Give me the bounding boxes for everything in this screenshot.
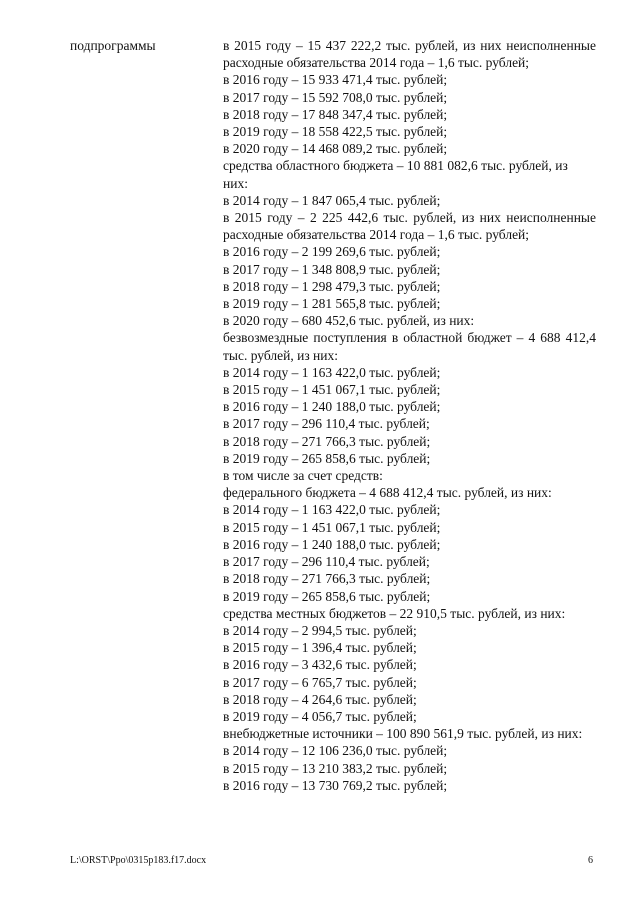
funding-line: в 2018 году – 271 766,3 тыс. рублей; <box>223 433 431 449</box>
funding-line: в 2015 году – 1 451 067,1 тыс. рублей; <box>223 519 441 535</box>
funding-line: в 2019 году – 265 858,6 тыс. рублей; <box>223 588 431 604</box>
funding-line: в 2015 году – 2 225 442,6 тыс. рублей, из них неисполненные расходные обязательства 2014 года – 1,6 тыс. рублей; <box>223 210 596 243</box>
funding-line: в 2017 году – 296 110,4 тыс. рублей; <box>223 554 430 570</box>
funding-line: в 2014 году – 1 163 422,0 тыс. рублей; <box>223 502 441 518</box>
funding-line: в 2016 году – 3 432,6 тыс. рублей; <box>223 657 417 673</box>
funding-line: безвозмездные поступления в областной бюджет – 4 688 412,4 тыс. рублей, из них: <box>223 330 596 363</box>
funding-line: в 2019 году – 265 858,6 тыс. рублей; <box>223 450 431 466</box>
funding-line: в 2018 году – 1 298 479,3 тыс. рублей; <box>223 278 441 294</box>
funding-line: в 2017 году – 1 348 808,9 тыс. рублей; <box>223 261 441 277</box>
funding-text-column <box>223 37 596 794</box>
funding-line: в 2016 году – 1 240 188,0 тыс. рублей; <box>223 399 441 415</box>
funding-line: средства областного бюджета – 10 881 082,6 тыс. рублей, из них: <box>223 158 568 191</box>
row-label: подпрограммы <box>70 38 156 53</box>
funding-line: в 2014 году – 1 163 422,0 тыс. рублей; <box>223 364 441 380</box>
funding-line: средства местных бюджетов – 22 910,5 тыс. рублей, из них: <box>223 605 566 621</box>
funding-line: в 2020 году – 14 468 089,2 тыс. рублей; <box>223 141 448 157</box>
funding-line: в 2017 году – 296 110,4 тыс. рублей; <box>223 416 430 432</box>
funding-line: в 2020 году – 680 452,6 тыс. рублей, из них: <box>223 313 475 329</box>
funding-line: в 2019 году – 1 281 565,8 тыс. рублей; <box>223 296 441 312</box>
funding-line: в 2019 году – 18 558 422,5 тыс. рублей; <box>223 124 448 140</box>
funding-line: в 2016 году – 13 730 769,2 тыс. рублей; <box>223 777 448 793</box>
funding-line: в 2014 году – 12 106 236,0 тыс. рублей; <box>223 743 448 759</box>
funding-line: в 2014 году – 1 847 065,4 тыс. рублей; <box>223 192 441 208</box>
funding-line: в 2018 году – 17 848 347,4 тыс. рублей; <box>223 106 448 122</box>
funding-line: в 2017 году – 15 592 708,0 тыс. рублей; <box>223 89 448 105</box>
funding-line: внебюджетные источники – 100 890 561,9 тыс. рублей, из них: <box>223 726 583 742</box>
funding-line: в том числе за счет средств: <box>223 468 383 484</box>
funding-line: в 2015 году – 13 210 383,2 тыс. рублей; <box>223 760 448 776</box>
funding-line: в 2016 году – 1 240 188,0 тыс. рублей; <box>223 536 441 552</box>
funding-line: федерального бюджета – 4 688 412,4 тыс. рублей, из них: <box>223 485 552 501</box>
funding-line: в 2019 году – 4 056,7 тыс. рублей; <box>223 708 417 724</box>
funding-line: в 2015 году – 1 451 067,1 тыс. рублей; <box>223 382 441 398</box>
funding-line: в 2014 году – 2 994,5 тыс. рублей; <box>223 622 417 638</box>
funding-line: в 2015 году – 1 396,4 тыс. рублей; <box>223 640 417 656</box>
funding-line: в 2015 году – 15 437 222,2 тыс. рублей, из них неисполненные расходные обязательства 2014 года – 1,6 тыс. рублей; <box>223 38 596 71</box>
funding-line: в 2017 году – 6 765,7 тыс. рублей; <box>223 674 417 690</box>
page-number: 6 <box>588 855 593 866</box>
funding-line: в 2016 году – 2 199 269,6 тыс. рублей; <box>223 244 441 260</box>
footer-file-path: L:\ORST\Ppo\0315p183.f17.docx <box>70 855 207 866</box>
funding-line: в 2018 году – 4 264,6 тыс. рублей; <box>223 691 417 707</box>
funding-line: в 2016 году – 15 933 471,4 тыс. рублей; <box>223 72 448 88</box>
funding-line: в 2018 году – 271 766,3 тыс. рублей; <box>223 571 431 587</box>
